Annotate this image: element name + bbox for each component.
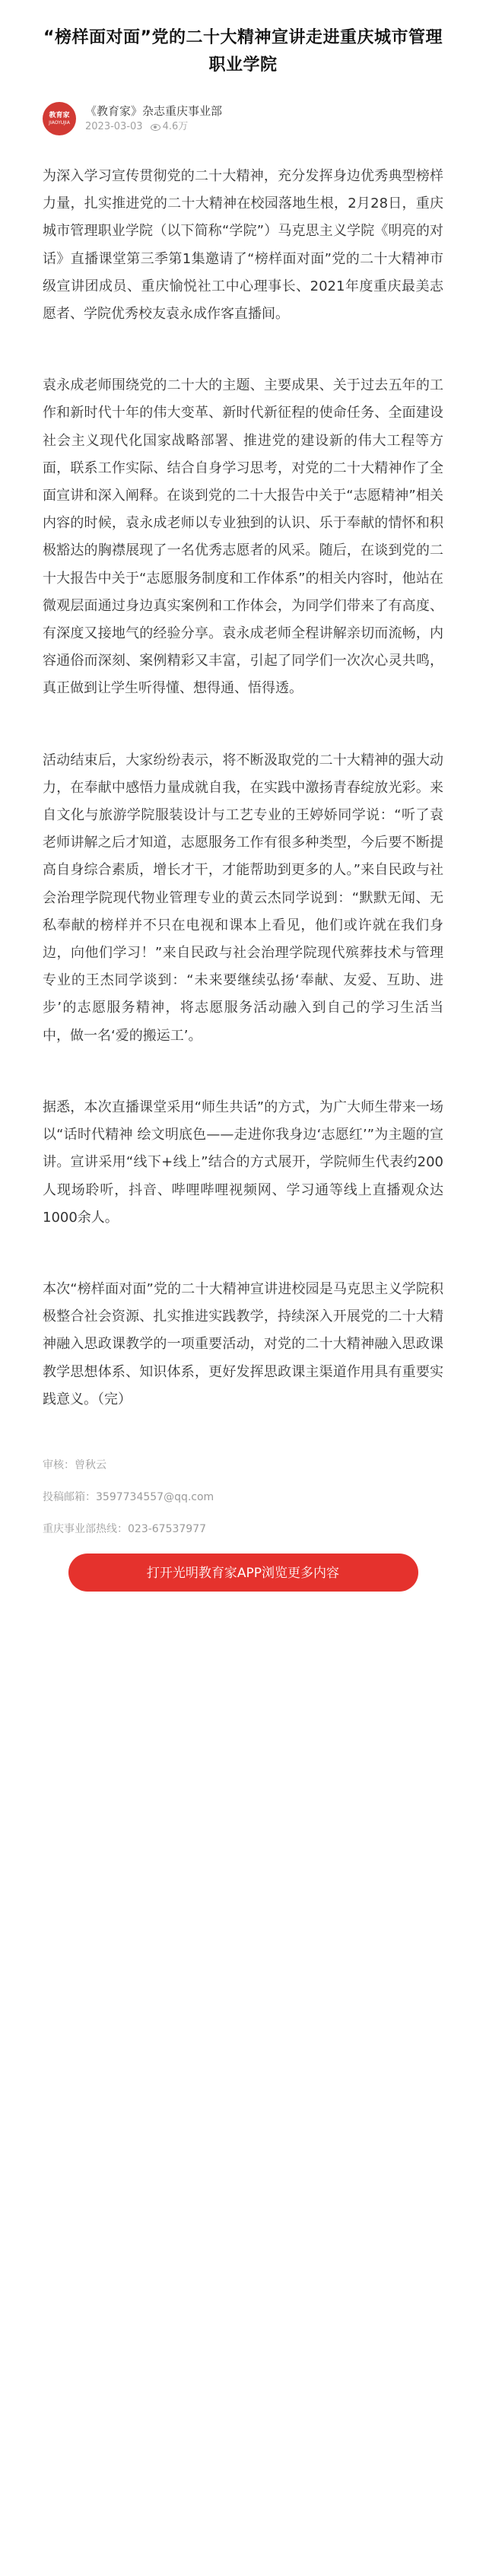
article-body bbox=[43, 163, 443, 1414]
open-app-button[interactable]: 打开光明教育家APP浏览更多内容 bbox=[68, 1554, 418, 1592]
publisher-avatar[interactable] bbox=[43, 102, 76, 135]
article-paragraph: 为深入学习宣传贯彻党的二十大精神，充分发挥身边优秀典型榜样力量，扎实推进党的二十大精神在校园落地生根，2月28日，重庆城市管理职业学院（以下简称“学院”）马克思主义学院《明亮的对话》直播课堂第三季第1集邀请了“榜样面对面”党的二十大精神市级宣讲团成员、重庆愉悦社工中心理事长、2021年度重庆最美志愿者、学院优秀校友袁永成作客直播间。 bbox=[43, 168, 443, 323]
view-count: 4.6万 bbox=[162, 121, 189, 132]
submission-email-line: 投稿邮箱：3597734557@qq.com bbox=[43, 1490, 214, 1503]
article-paragraph: 活动结束后，大家纷纷表示，将不断汲取党的二十大精神的强大动力，在奉献中感悟力量成就自我，在实践中激扬青春绽放光彩。来自文化与旅游学院服装设计与工艺专业的王婷娇同学说：“听了袁老师讲解之后才知道，志愿服务工作有很多种类型，今后要不断提高自身综合素质，增长才干，才能帮助到更多的人。”来自民政与社会治理学院现代物业管理专业的黄云杰同学说到：“默默无闻、无私奉献的榜样并不只在电视和课本上看见，他们或许就在我们身边，向他们学习！”来自民政与社会治理学院现代殡葬技术与管理专业的王杰同学谈到：“未来要继续弘扬‘奉献、友爱、互助、进步’的志愿服务精神，将志愿服务活动融入到自己的学习生活当中，做一名‘爱的搬运工’。 bbox=[43, 752, 443, 1044]
hotline-line: 重庆事业部热线：023-67537977 bbox=[43, 1522, 207, 1535]
reviewer-line: 审核：曾秋云 bbox=[43, 1458, 106, 1471]
author-name[interactable]: 《教育家》杂志重庆事业部 bbox=[85, 104, 223, 118]
article-paragraph: 本次“榜样面对面”党的二十大精神宣讲进校园是马克思主义学院积极整合社会资源、扎实推进实践教学，持续深入开展党的二十大精神融入思政课教学的一项重要活动，对党的二十大精神融入思政课教学思想体系、知识体系，更好发挥思政课主渠道作用具有重要实践意义。（完） bbox=[43, 1280, 443, 1407]
avatar-logo-text: 教育家 bbox=[49, 111, 70, 119]
publish-date: 2023-03-03 bbox=[85, 121, 143, 132]
article-paragraph: 据悉，本次直播课堂采用“师生共话”的方式，为广大师生带来一场以“话时代精神 绘文明底色——走进你我身边‘志愿红’”为主题的宣讲。宣讲采用“线下+线上”结合的方式展开，学院师生代表约200人现场聆听，抖音、哔哩哔哩视频网、学习通等线上直播观众达1000余人。 bbox=[43, 1099, 443, 1226]
author-info bbox=[85, 103, 222, 135]
avatar-logo-subtext: JIAOYUJIA bbox=[49, 119, 70, 126]
cta-container bbox=[43, 1554, 443, 1592]
eye-icon bbox=[151, 124, 160, 131]
article-footer-meta bbox=[43, 1458, 443, 1537]
author-meta bbox=[85, 119, 222, 135]
article-paragraph: 袁永成老师围绕党的二十大的主题、主要成果、关于过去五年的工作和新时代十年的伟大变革、新时代新征程的使命任务、全面建设社会主义现代化国家战略部署、推进党的建设新的伟大工程等方面，联系工作实际、结合自身学习思考，对党的二十大精神作了全面宣讲和深入阐释。在谈到党的二十大报告中关于“志愿精神”相关内容的时候，袁永成老师以专业独到的认识、乐于奉献的情怀和积极豁达的胸襟展现了一名优秀志愿者的风采。随后，在谈到党的二十大报告中关于“志愿服务制度和工作体系”的相关内容时，他站在微观层面通过身边真实案例和工作体会，为同学们带来了有高度、有深度又接地气的经验分享。袁永成老师全程讲解亲切而流畅，内容通俗而深刻、案例精彩又丰富，引起了同学们一次次心灵共鸣，真正做到让学生听得懂、想得通、悟得透。 bbox=[43, 377, 443, 697]
author-bar bbox=[43, 100, 443, 137]
article-title: “榜样面对面”党的二十大精神宣讲走进重庆城市管理职业学院 bbox=[43, 28, 443, 75]
